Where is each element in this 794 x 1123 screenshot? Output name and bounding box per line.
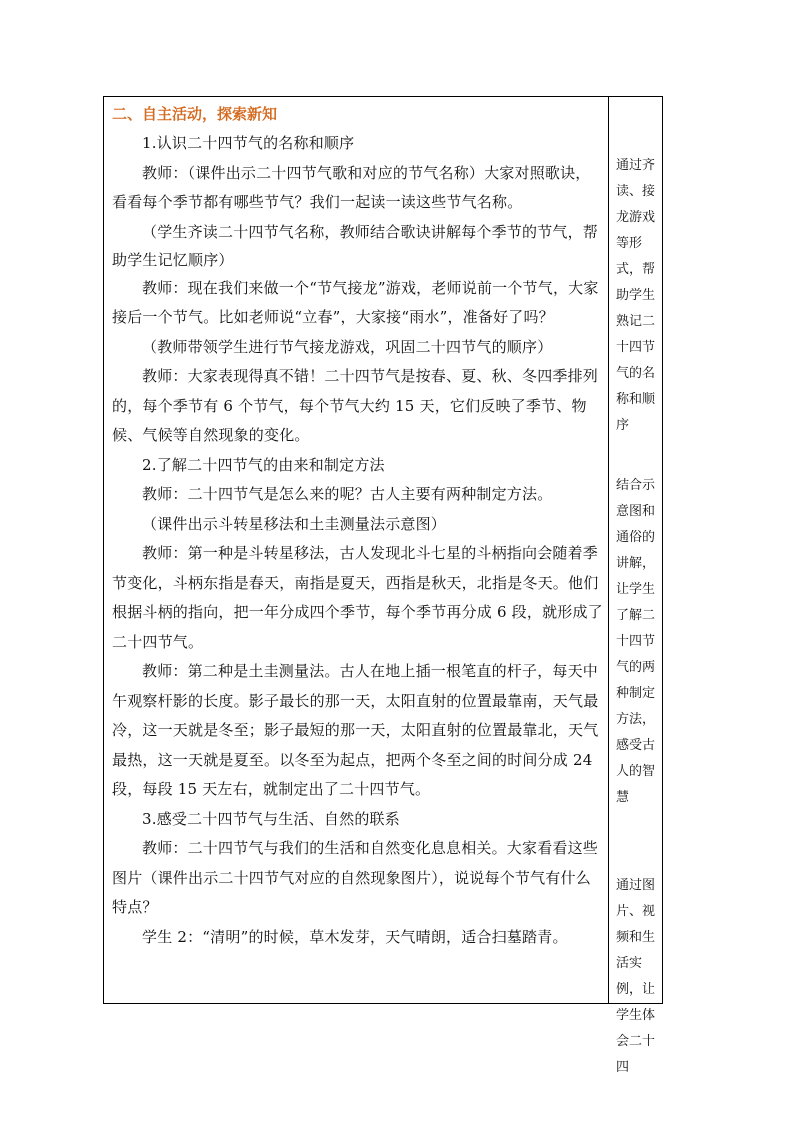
paragraph: 学生 2：“清明”的时候，草木发芽，天气晴朗，适合扫墓踏青。 (142, 927, 568, 946)
paragraph: （学生齐读二十四节气名称，教师结合歌诀讲解每个季节的节气，帮助学生记忆顺序） (112, 222, 599, 269)
margin-note-2: 结合示意图和通俗的讲解，让学生了解二十四节气的两种制定方法，感受古人的智慧 (616, 478, 656, 805)
margin-note-3: 通过图片、视频和生活实例，让学生体会二十四 (616, 878, 656, 1075)
column-divider (608, 97, 609, 1003)
paragraph: 教师：第二种是土圭测量法。古人在地上插一根笔直的杆子，每天中午观察杆影的长度。影子最长的那一天，太阳直射的位置最靠南，天气最冷，这一天就是冬至；影子最短的那一天，太阳直射的位置最靠北，天气最热，这一天就是夏至。以冬至为起点，把两个冬至之间的时间分成 24 段，每段 15 天左右，就制定出了二十四节气。 (112, 662, 599, 798)
paragraph: 教师：第一种是斗转星移法，古人发现北斗七星的斗柄指向会随着季节变化，斗柄东指是春天，南指是夏天，西指是秋天，北指是冬天。他们根据斗柄的指向，把一年分成四个季节，每个季节再分成 6 段，就形成了二十四节气。 (112, 544, 603, 651)
subheading-1: 1.认识二十四节气的名称和顺序 (142, 134, 355, 152)
paragraph: 教师：二十四节气与我们的生活和自然变化息息相关。大家看看这些图片（课件出示二十四节气对应的自然现象图片），说说每个节气有什么特点？ (112, 839, 599, 916)
subheading-2: 2.了解二十四节气的由来和制定方法 (142, 455, 385, 474)
lesson-table (103, 96, 663, 1075)
paragraph: 教师：（课件出示二十四节气歌和对应的节气名称）大家对照歌诀，看看每个季节都有哪些节气？我们一起读一读这些节气名称。 (112, 163, 591, 211)
margin-note-1: 通过齐读、接龙游戏等形式，帮助学生熟记二十四节气的名称和顺序 (616, 158, 656, 433)
paragraph: （课件出示斗转星移法和土圭测量法示意图） (142, 514, 447, 533)
section-heading: 二、自主活动，探索新知 (112, 105, 278, 123)
paragraph: 教师：现在我们来做一个“节气接龙”游戏，老师说前一个节气，大家接后一个节气。比如老师说“立春”，大家接“雨水”，准备好了吗？ (112, 278, 599, 326)
subheading-3: 3.感受二十四节气与生活、自然的联系 (142, 809, 400, 828)
paragraph: 教师：大家表现得真不错！二十四节气是按春、夏、秋、冬四季排列的，每个季节有 6 个节气，每个节气大约 15 天，它们反映了季节、物候、气候等自然现象的变化。 (112, 367, 599, 444)
paragraph: 教师：二十四节气是怎么来的呢？古人主要有两种制定方法。 (142, 485, 553, 503)
paragraph: （教师带领学生进行节气接龙游戏，巩固二十四节气的顺序） (142, 337, 553, 356)
lesson-content (112, 103, 604, 952)
